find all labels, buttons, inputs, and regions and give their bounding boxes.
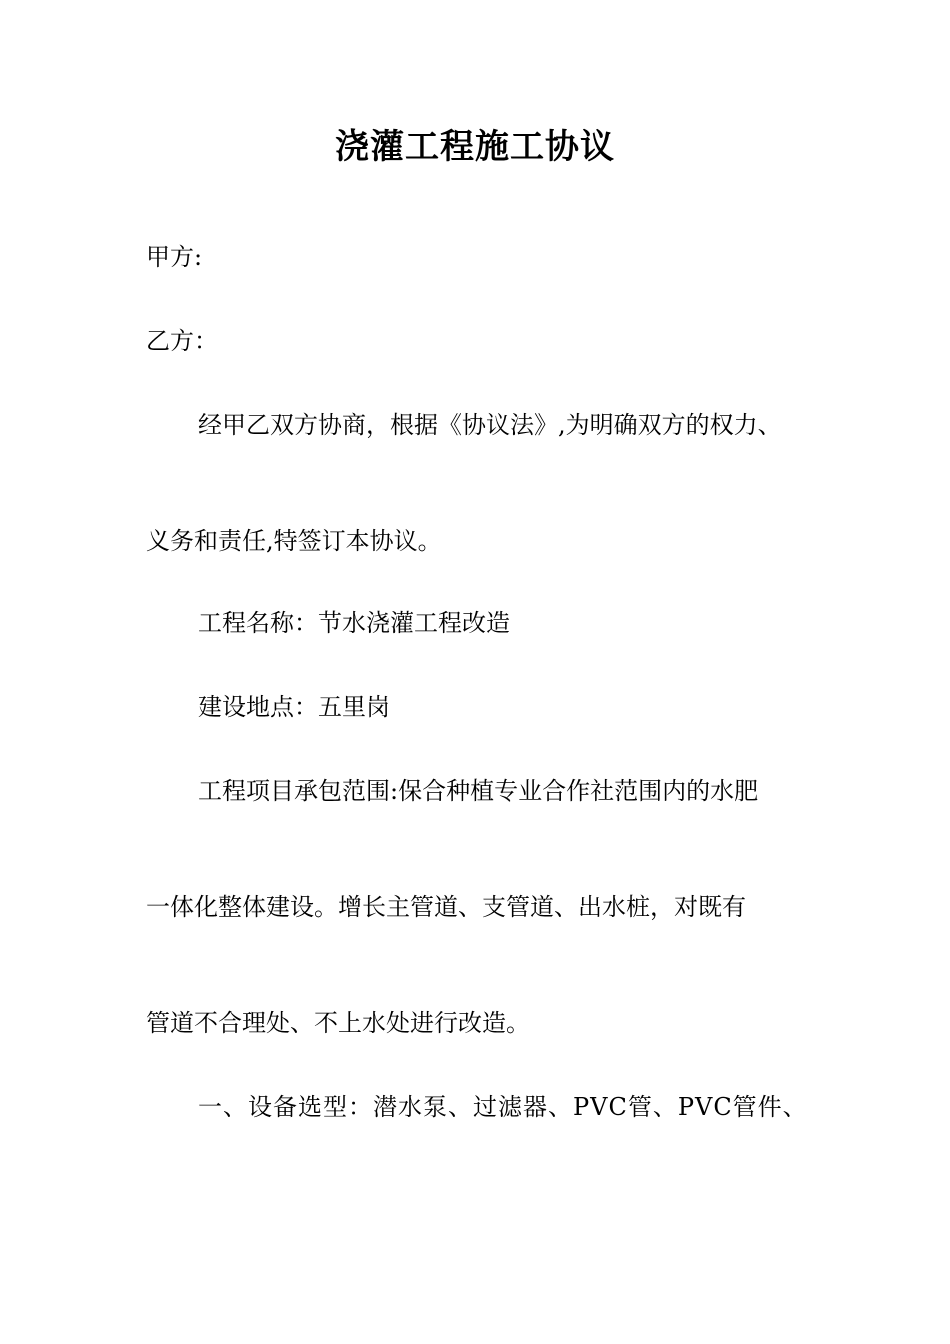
document-title: 浇灌工程施工协议 xyxy=(335,127,615,167)
party-b-line: 乙方： xyxy=(146,327,218,355)
scope-line: 工程项目承包范围:保合种植专业合作社范围内的水肥 xyxy=(198,777,759,805)
party-a-line: 甲方: xyxy=(146,243,203,271)
project-name-line: 工程名称：节水浇灌工程改造 xyxy=(198,609,510,637)
scope-line: 管道不合理处、不上水处进行改造。 xyxy=(146,1009,530,1037)
paragraph-line: 经甲乙双方协商，根据《协议法》,为明确双方的权力、 xyxy=(198,411,782,439)
construction-site-line: 建设地点：五里岗 xyxy=(198,693,390,721)
paragraph-line: 义务和责任,特签订本协议。 xyxy=(146,527,442,555)
scope-line: 一体化整体建设。增长主管道、支管道、出水桩，对既有 xyxy=(146,893,746,921)
equipment-line: 一、设备选型：潜水泵、过滤器、PVC管、PVC管件、 xyxy=(198,1093,808,1121)
